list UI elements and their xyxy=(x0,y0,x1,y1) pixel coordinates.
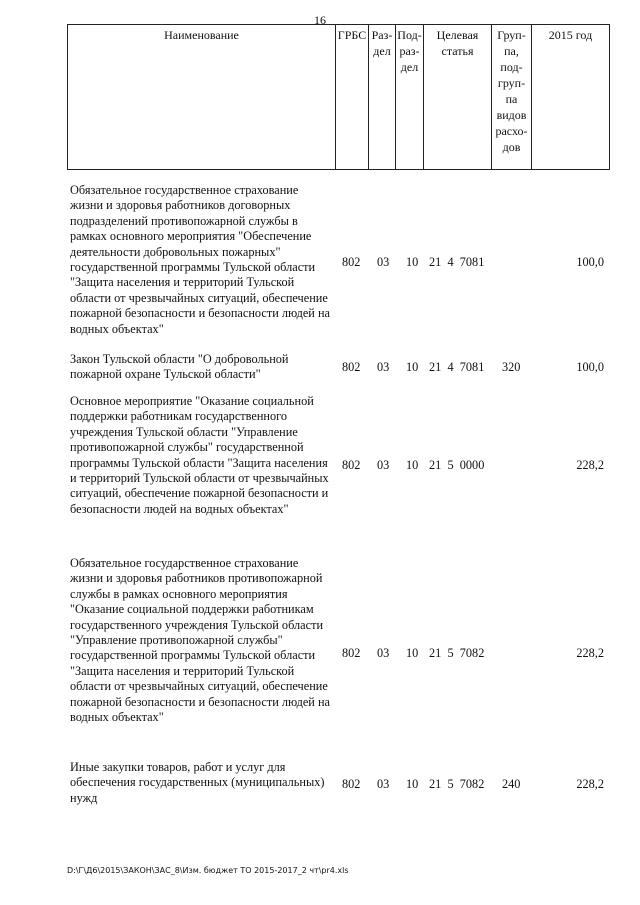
row-razdel: 03 xyxy=(377,646,390,660)
row-podrazdel: 10 xyxy=(406,777,419,791)
row-podrazdel: 10 xyxy=(406,458,419,472)
row-name: Обязательное государственное страхование жизни и здоровья работников договорных подразделений противопожарной службы в рамках основного мероприятия "Обеспечение деятельности добровольных пожарных" государственной программы Тульской области "Защита населения и территорий Тульской области от чрезвычайных ситуаций, обеспечение пожарной безопасности и безопасности людей на водных объектах" xyxy=(70,183,330,336)
row-razdel: 03 xyxy=(377,360,390,374)
row-sum: 228,2 xyxy=(576,777,604,791)
row-celevaya: 21 5 0000 xyxy=(429,458,485,472)
header-gruppa: Груп- па, под- груп- па видов расхо- дов xyxy=(491,24,531,170)
table-row xyxy=(0,352,640,386)
row-grbs: 802 xyxy=(342,458,361,472)
row-name: Иные закупки товаров, работ и услуг для обеспечения государственных (муниципальных) нужд xyxy=(70,760,325,805)
header-celevaya: Целевая статья xyxy=(423,24,491,170)
footer-file-path: D:\Г\Д6\2015\ЗАКОН\ЗАС_8\Изм. бюджет ТО 2015-2017_2 чт\pr4.xls xyxy=(67,866,349,875)
table-row xyxy=(0,183,640,345)
row-celevaya: 21 5 7082 xyxy=(429,777,485,791)
row-podrazdel: 10 xyxy=(406,646,419,660)
row-razdel: 03 xyxy=(377,255,390,269)
header-razdel: Раз- дел xyxy=(368,24,395,170)
row-grbs: 802 xyxy=(342,255,361,269)
row-celevaya: 21 4 7081 xyxy=(429,255,485,269)
row-sum: 100,0 xyxy=(576,255,604,269)
row-grbs: 802 xyxy=(342,646,361,660)
row-sum: 100,0 xyxy=(576,360,604,374)
row-grbs: 802 xyxy=(342,777,361,791)
table-row xyxy=(0,760,640,810)
row-sum: 228,2 xyxy=(576,458,604,472)
row-grbs: 802 xyxy=(342,360,361,374)
row-celevaya: 21 4 7081 xyxy=(429,360,485,374)
row-name: Закон Тульской области "О добровольной пожарной охране Тульской области" xyxy=(70,352,289,382)
header-name: Наименование xyxy=(67,24,335,170)
page-number: 16 xyxy=(314,13,326,27)
row-gruppa: 320 xyxy=(502,360,521,374)
table-row xyxy=(0,394,640,540)
row-name: Основное мероприятие "Оказание социальной поддержки работникам государственного учреждения Тульской области "Управление противопожарной службы" государственной программы Тульской области "Защита населения и территорий Тульской области от чрезвычайных ситуаций, обеспечение пожарной безопасности и безопасности людей на водных объектах" xyxy=(70,394,329,516)
row-celevaya: 21 5 7082 xyxy=(429,646,485,660)
row-gruppa: 240 xyxy=(502,777,521,791)
table-row xyxy=(0,556,640,751)
row-podrazdel: 10 xyxy=(406,255,419,269)
row-name: Обязательное государственное страхование жизни и здоровья работников противопожарной службы в рамках основного мероприятия "Оказание социальной поддержки работникам государственного учреждения Тульской области "Управление противопожарной службы" государственной программы Тульской области "Защита населения и территорий Тульской области от чрезвычайных ситуаций, обеспечение пожарной безопасности и безопасности людей на водных объектах" xyxy=(70,556,330,725)
row-sum: 228,2 xyxy=(576,646,604,660)
row-razdel: 03 xyxy=(377,458,390,472)
row-podrazdel: 10 xyxy=(406,360,419,374)
header-podrazdel: Под- раз- дел xyxy=(395,24,423,170)
header-year: 2015 год xyxy=(531,24,610,170)
row-razdel: 03 xyxy=(377,777,390,791)
header-grbs: ГРБС xyxy=(335,24,368,170)
